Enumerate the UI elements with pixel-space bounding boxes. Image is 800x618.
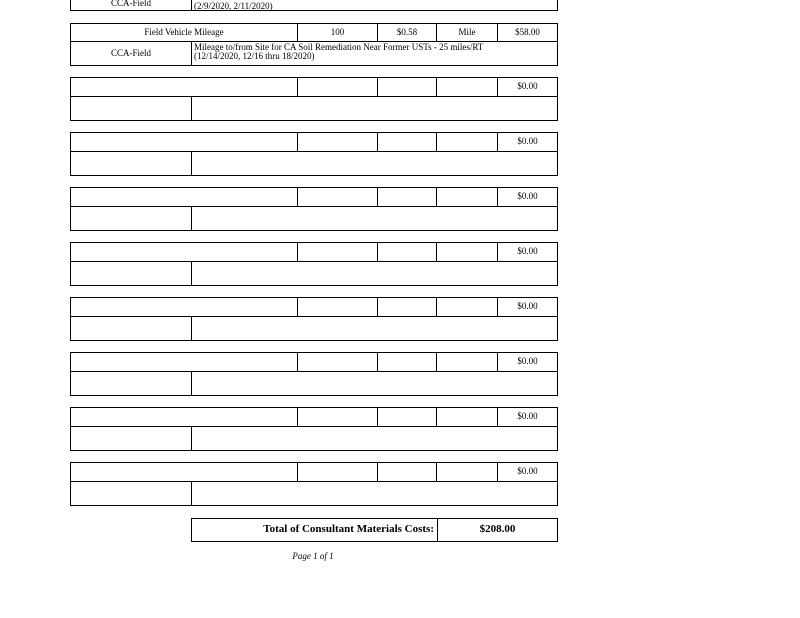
blank-item-cell: [70, 297, 298, 317]
blank-item-cell: [70, 462, 298, 482]
blank-item-cell: [70, 407, 298, 427]
blank-amount: $0.00: [517, 356, 538, 367]
blank-description-cell: [191, 96, 558, 121]
mileage-description-cell: [191, 41, 558, 66]
blank-amount: $0.00: [517, 301, 538, 312]
blank-type-cell: [70, 371, 192, 396]
blank-unit-cell: [436, 462, 498, 482]
blank-description-cell: [191, 261, 558, 286]
mileage-quantity-cell: 100: [297, 23, 378, 42]
mileage-unit-cost-cell: $0.58: [377, 23, 437, 42]
blank-amount-cell: [497, 132, 558, 152]
mileage-item-cell: Field Vehicle Mileage: [70, 23, 298, 42]
blank-unit-cell: [436, 242, 498, 262]
total-label-cell: [191, 518, 438, 542]
blank-unit-cell: [436, 132, 498, 152]
blank-amount-cell: [497, 187, 558, 207]
blank-amount: $0.00: [517, 191, 538, 202]
mileage-unit-cell: Mile: [436, 23, 498, 42]
blank-item-cell: [70, 352, 298, 372]
blank-quantity-cell: [297, 462, 378, 482]
mileage-description-line1: Mileage to/from Site for CA Soil Remediation Near Former USTs - 25 miles/RT: [194, 42, 484, 52]
blank-item-cell: [70, 187, 298, 207]
blank-amount-cell: [497, 77, 558, 97]
blank-amount-cell: [497, 242, 558, 262]
blank-unit-cost-cell: [377, 297, 437, 317]
blank-unit-cell: [436, 352, 498, 372]
blank-quantity-cell: [297, 407, 378, 427]
blank-unit-cell: [436, 297, 498, 317]
blank-type-cell: [70, 261, 192, 286]
blank-description-cell: [191, 151, 558, 176]
blank-amount: $0.00: [517, 136, 538, 147]
blank-quantity-cell: [297, 352, 378, 372]
blank-unit-cell: [436, 187, 498, 207]
blank-description-cell: [191, 371, 558, 396]
blank-type-cell: [70, 151, 192, 176]
blank-amount-cell: [497, 407, 558, 427]
blank-item-cell: [70, 242, 298, 262]
blank-quantity-cell: [297, 242, 378, 262]
blank-unit-cost-cell: [377, 242, 437, 262]
blank-description-cell: [191, 206, 558, 231]
total-label: Total of Consultant Materials Costs:: [263, 523, 434, 536]
blank-quantity-cell: [297, 187, 378, 207]
blank-amount: $0.00: [517, 466, 538, 477]
blank-unit-cost-cell: [377, 77, 437, 97]
blank-amount-cell: [497, 352, 558, 372]
blank-amount: $0.00: [517, 246, 538, 257]
blank-description-cell: [191, 481, 558, 506]
blank-unit-cost-cell: [377, 352, 437, 372]
blank-quantity-cell: [297, 132, 378, 152]
blank-unit-cell: [436, 407, 498, 427]
blank-unit-cost-cell: [377, 132, 437, 152]
blank-item-cell: [70, 132, 298, 152]
blank-item-cell: [70, 77, 298, 97]
blank-quantity-cell: [297, 297, 378, 317]
blank-description-cell: [191, 426, 558, 451]
blank-amount: $0.00: [517, 411, 538, 422]
blank-quantity-cell: [297, 77, 378, 97]
mileage-type-cell: CCA-Field: [70, 41, 192, 66]
blank-amount-cell: [497, 297, 558, 317]
blank-type-cell: [70, 316, 192, 341]
blank-type-cell: [70, 96, 192, 121]
blank-amount-cell: [497, 462, 558, 482]
blank-description-cell: [191, 316, 558, 341]
blank-unit-cost-cell: [377, 462, 437, 482]
top-entry-description: (2/9/2020, 2/11/2020): [191, 0, 558, 11]
mileage-description-line2: (12/14/2020, 12/16 thru 18/2020): [194, 51, 315, 62]
page-number: Page 1 of 1: [292, 551, 334, 561]
mileage-amount-cell: $58.00: [497, 23, 558, 42]
total-value-cell: [437, 518, 558, 542]
top-entry-type: CCA-Field: [70, 0, 192, 11]
blank-type-cell: [70, 206, 192, 231]
blank-type-cell: [70, 481, 192, 506]
blank-amount: $0.00: [517, 81, 538, 92]
blank-type-cell: [70, 426, 192, 451]
total-value: $208.00: [479, 523, 516, 536]
blank-unit-cost-cell: [377, 407, 437, 427]
blank-unit-cell: [436, 77, 498, 97]
blank-unit-cost-cell: [377, 187, 437, 207]
